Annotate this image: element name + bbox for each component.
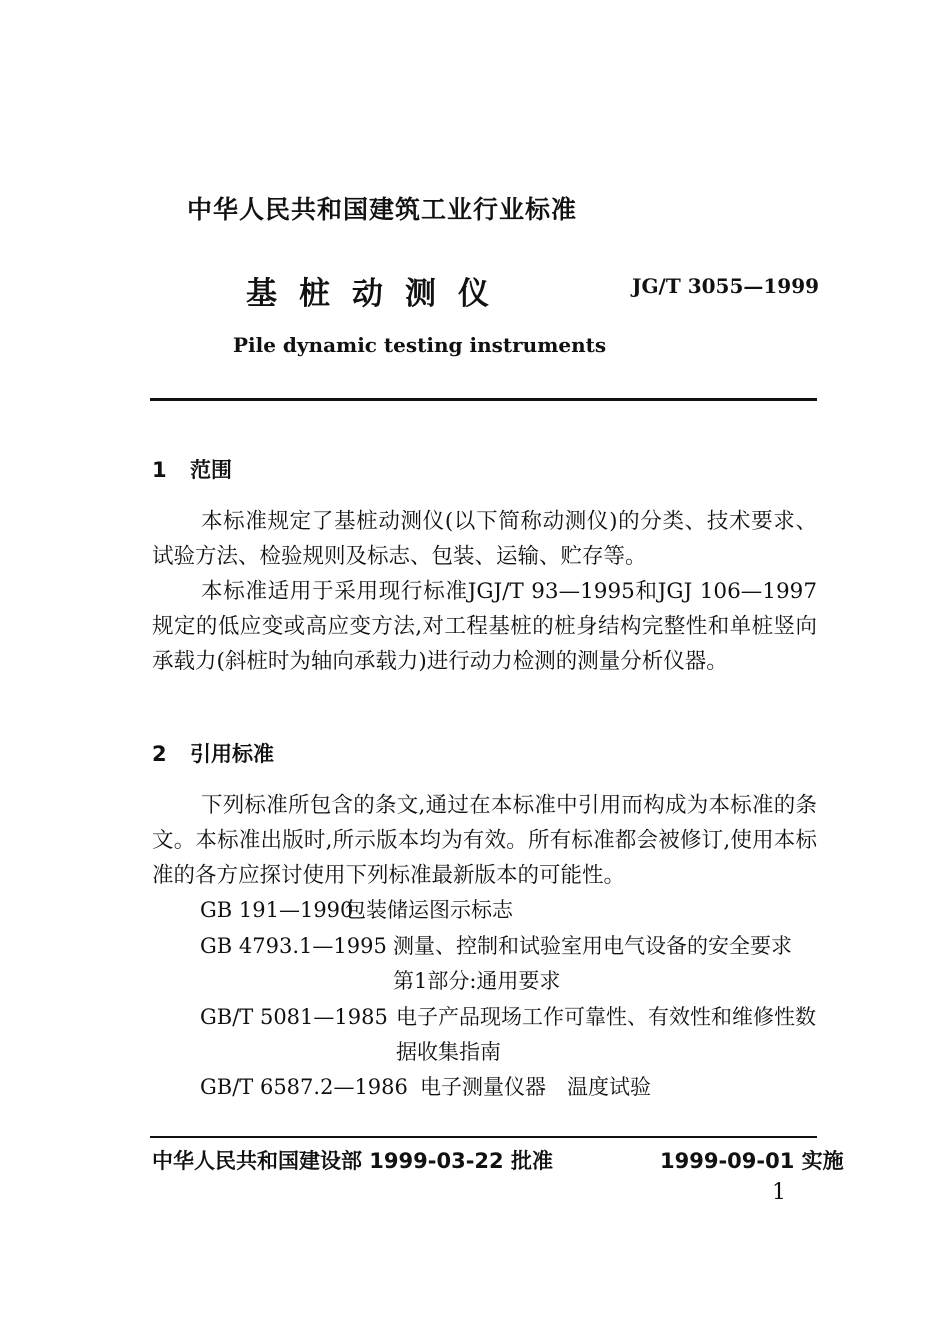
approval-line: 中华人民共和国建设部 1999-03-22 批准 xyxy=(152,1149,553,1173)
section-2-title: 引用标准 xyxy=(190,742,274,766)
reference-item xyxy=(200,893,513,928)
reference-title: 包装储运图示标志 xyxy=(345,898,513,922)
standard-organization: 中华人民共和国建筑工业行业标准 xyxy=(187,195,578,224)
reference-item xyxy=(200,929,813,993)
document-title-zh: 基桩动测仪 xyxy=(246,276,511,312)
section-1-paragraph-2: 本标准适用于采用现行标准JGJ/T 93—1995和JGJ 106—1997规定的低应变或高应变方法,对工程基桩的桩身结构完整性和单桩竖向承载力(斜桩时为轴向承载力)进行动力检测的测量分析仪器。 xyxy=(152,579,817,674)
page-number: 1 xyxy=(772,1180,786,1205)
reference-code: GB/T 6587.2—1986 xyxy=(200,1075,408,1099)
reference-title: 测量、控制和试验室用电气设备的安全要求 第1部分:通用要求 xyxy=(393,934,813,993)
section-2-number: 2 xyxy=(152,742,167,766)
section-1-heading xyxy=(152,454,232,484)
section-1-number: 1 xyxy=(152,458,167,482)
section-2-heading xyxy=(152,738,274,768)
reference-title: 电子测量仪器 温度试验 xyxy=(420,1075,651,1099)
footer-divider xyxy=(150,1136,817,1138)
reference-item xyxy=(200,1070,651,1105)
section-1-title: 范围 xyxy=(190,458,232,482)
section-2-paragraph: 下列标准所包含的条文,通过在本标准中引用而构成为本标准的条文。本标准出版时,所示版本均为有效。所有标准都会被修订,使用本标准的各方应探讨使用下列标准最新版本的可能性。 xyxy=(152,793,817,888)
implementation-line: 1999-09-01 实施 xyxy=(660,1149,844,1173)
header-divider xyxy=(150,398,817,401)
reference-title: 电子产品现场工作可靠性、有效性和维修性数据收集指南 xyxy=(396,1005,816,1064)
reference-code: GB/T 5081—1985 xyxy=(200,1005,388,1029)
standard-code: JG/T 3055—1999 xyxy=(632,274,820,298)
section-1-paragraph-1: 本标准规定了基桩动测仪(以下简称动测仪)的分类、技术要求、试验方法、检验规则及标志、包装、运输、贮存等。 xyxy=(152,509,817,569)
reference-code: GB 4793.1—1995 xyxy=(200,934,387,958)
reference-item xyxy=(200,1000,816,1064)
document-title-en: Pile dynamic testing instruments xyxy=(233,333,607,357)
reference-code: GB 191—1990 xyxy=(200,898,354,922)
